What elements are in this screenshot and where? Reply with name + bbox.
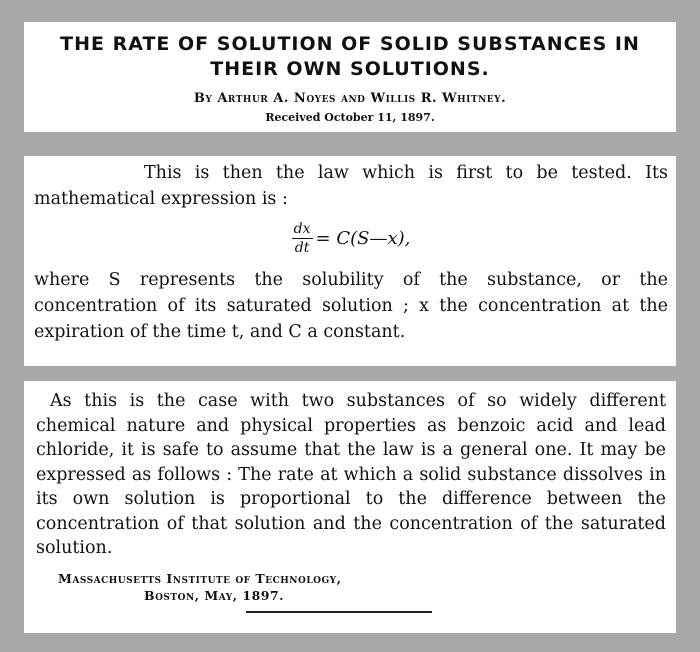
institution-line: Massachusetts Institute of Technology, — [58, 570, 342, 586]
place-date-line: Boston, May, 1897. — [144, 587, 285, 603]
authors-line: By Arthur A. Noyes and Willis R. Whitney. — [193, 91, 507, 106]
law-explanation-paragraph: where S represents the solubility of the substance, or the concentration of its saturated solution ; x the concentration at the expiration of the time t, and C a constant. — [34, 270, 668, 342]
title-line-2: THEIR OWN SOLUTIONS. — [210, 58, 490, 80]
title-panel — [24, 22, 676, 132]
law-intro-paragraph: This is then the law which is first to be tested. Its mathematical expression is : — [34, 163, 668, 209]
conclusion-panel — [24, 381, 676, 633]
fraction-denominator: dt — [294, 240, 310, 256]
closing-rule — [246, 611, 432, 613]
rate-equation — [34, 220, 668, 257]
equation-rhs: = C(S—x), — [315, 228, 411, 249]
derivative-fraction — [292, 220, 313, 257]
law-panel — [24, 156, 676, 366]
title-line-1: THE RATE OF SOLUTION OF SOLID SUBSTANCES IN — [60, 33, 640, 55]
article-title — [24, 32, 676, 82]
received-date: Received October 11, 1897. — [265, 111, 435, 124]
conclusion-paragraph: As this is the case with two substances of so widely different chemical nature and physical properties as benzoic acid and lead chloride, it is safe to assume that the law is a general one. It may be expressed as follows : The rate at which a solid substance dissolves in its own solution is proportional to the difference between the concentration of that solution and the concentration of the saturated solution. — [36, 391, 666, 558]
fraction-numerator: dx — [293, 221, 311, 237]
